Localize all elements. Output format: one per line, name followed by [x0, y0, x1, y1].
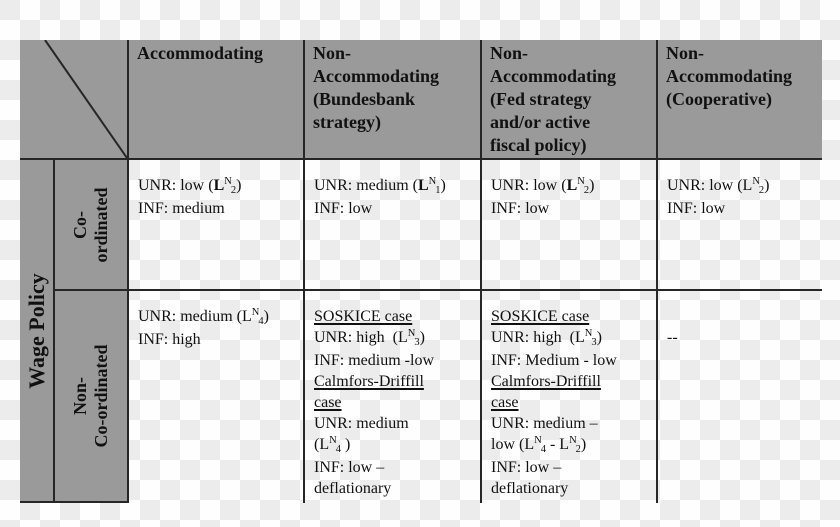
corner-cell — [20, 40, 129, 160]
text-line — [491, 413, 653, 434]
subscript: 4 — [540, 444, 546, 455]
text-line: Accommodating — [666, 66, 792, 86]
text-line — [314, 350, 477, 371]
text-segment: low (L — [491, 436, 535, 453]
cell-r1c3 — [482, 160, 658, 291]
text-segment: ) — [263, 308, 269, 325]
text-line — [491, 457, 653, 478]
text-segment: UNR: high (L — [314, 329, 408, 346]
text-segment: Calmfors-Driffill — [491, 373, 601, 390]
column-header-non-accommodating-bundesbank — [305, 40, 482, 160]
superscript: N — [224, 176, 232, 187]
wage-policy-axis-label: Wage Policy — [23, 272, 49, 389]
text-segment: SOSKICE case — [314, 308, 413, 325]
text-line — [314, 413, 477, 434]
text-segment: ) — [236, 177, 242, 194]
text-line: (Fed strategy — [490, 89, 592, 109]
text-line — [667, 198, 819, 219]
row-header-coordinated — [55, 160, 129, 291]
text-line — [138, 306, 300, 329]
text-line: Non- — [490, 43, 529, 63]
text-segment: ) — [596, 329, 602, 346]
text-line: Co-ordinated — [91, 344, 111, 448]
text-segment: INF: low — [314, 200, 373, 217]
text-line — [491, 371, 653, 392]
text-line: Non- — [313, 43, 352, 63]
text-line: Non- — [70, 377, 90, 416]
text-segment: INF: Medium - low — [491, 352, 617, 369]
superscript: N — [577, 176, 585, 187]
text-segment: UNR: low ( — [138, 177, 214, 194]
text-segment: INF: medium -low — [314, 352, 434, 369]
text-line — [314, 371, 477, 392]
text-line: strategy) — [313, 112, 381, 132]
text-segment: ) — [340, 436, 351, 453]
subscript: 2 — [230, 185, 237, 196]
text-segment: -- — [667, 329, 678, 346]
text-line: ordinated — [91, 186, 111, 263]
text-segment: L — [213, 177, 225, 194]
text-segment: UNR: medium — [314, 415, 409, 432]
text-line — [314, 175, 477, 198]
text-segment: case — [314, 394, 342, 411]
row-header-non-coordinated — [55, 291, 129, 503]
cell-r1c2 — [305, 160, 482, 291]
text-line — [138, 175, 300, 198]
cell-r2c3 — [482, 291, 658, 503]
superscript: N — [569, 435, 577, 446]
text-line: (Bundesbank — [313, 89, 416, 109]
superscript: N — [407, 328, 416, 339]
superscript: N — [329, 435, 337, 446]
column-header-non-accommodating-fed — [482, 40, 658, 160]
text-segment: INF: low — [491, 200, 550, 217]
text-segment: Calmfors-Driffill — [314, 373, 424, 390]
subscript: 4 — [335, 444, 341, 455]
text-segment: L — [418, 177, 429, 194]
superscript: N — [584, 328, 593, 339]
subscript: 1 — [435, 185, 441, 196]
text-line: Accommodating — [137, 43, 263, 63]
text-segment: ) — [764, 177, 770, 194]
text-line — [491, 327, 653, 350]
text-line: Accommodating — [313, 66, 439, 86]
subscript: 4 — [258, 316, 264, 327]
text-line: and/or active — [490, 112, 591, 132]
text-segment: INF: low – — [491, 459, 562, 476]
superscript: N — [752, 176, 760, 187]
text-segment: UNR: medium (L — [138, 308, 252, 325]
text-line — [491, 434, 653, 457]
text-segment: L — [566, 177, 578, 194]
text-segment: INF: low – — [314, 459, 385, 476]
text-segment: - L — [545, 436, 570, 453]
text-segment: ) — [440, 177, 446, 194]
text-line — [314, 434, 477, 457]
text-line: fiscal policy) — [490, 135, 587, 155]
text-line — [314, 306, 477, 327]
text-segment: SOSKICE case — [491, 308, 590, 325]
text-line — [491, 350, 653, 371]
text-line — [667, 306, 819, 327]
text-line — [314, 198, 477, 219]
text-line — [667, 175, 819, 198]
text-segment: deflationary — [314, 480, 392, 497]
text-line — [491, 392, 653, 413]
subscript: 2 — [758, 185, 765, 196]
subscript: 3 — [414, 337, 420, 348]
column-header-accommodating — [129, 40, 305, 160]
text-line: Accommodating — [490, 66, 616, 86]
text-segment: ) — [580, 436, 587, 453]
text-line — [314, 392, 477, 413]
text-segment: UNR: medium – — [491, 415, 598, 432]
text-line: (Cooperative) — [666, 89, 772, 109]
cell-r2c1 — [129, 291, 305, 503]
text-line — [491, 175, 653, 198]
text-segment: ) — [419, 329, 425, 346]
text-line — [314, 478, 477, 499]
row-header-label — [70, 187, 112, 262]
wage-policy-axis-cell — [20, 160, 55, 503]
superscript: N — [534, 435, 542, 446]
text-line: Non- — [666, 43, 705, 63]
text-segment: deflationary — [491, 480, 569, 497]
column-header-non-accommodating-cooperative — [658, 40, 822, 160]
text-line — [138, 198, 300, 219]
text-line — [314, 327, 477, 350]
cell-r1c4 — [658, 160, 822, 291]
text-segment: INF: low — [667, 200, 726, 217]
text-segment: INF: medium — [138, 200, 225, 217]
text-line — [667, 327, 819, 348]
text-line — [314, 457, 477, 478]
text-segment: UNR: low (L — [667, 177, 753, 194]
text-segment: UNR: high (L — [491, 329, 585, 346]
text-line — [138, 329, 300, 350]
superscript: N — [251, 307, 260, 318]
text-segment: UNR: low ( — [491, 177, 567, 194]
text-segment: case — [491, 394, 519, 411]
text-line — [491, 306, 653, 327]
subscript: 2 — [583, 185, 590, 196]
text-segment: UNR: medium ( — [314, 177, 418, 194]
text-segment: (L — [314, 436, 330, 453]
row-header-label — [70, 345, 112, 448]
cell-r2c4 — [658, 291, 822, 503]
text-segment: ) — [589, 177, 595, 194]
subscript: 3 — [591, 337, 597, 348]
text-line — [491, 478, 653, 499]
text-line — [491, 198, 653, 219]
cell-r1c1 — [129, 160, 305, 291]
text-segment: INF: high — [138, 331, 201, 348]
diagonal-divider-line — [20, 40, 127, 158]
superscript: N — [428, 176, 437, 187]
subscript: 2 — [575, 444, 581, 455]
cell-r2c2 — [305, 291, 482, 503]
text-line: Co- — [70, 210, 90, 239]
